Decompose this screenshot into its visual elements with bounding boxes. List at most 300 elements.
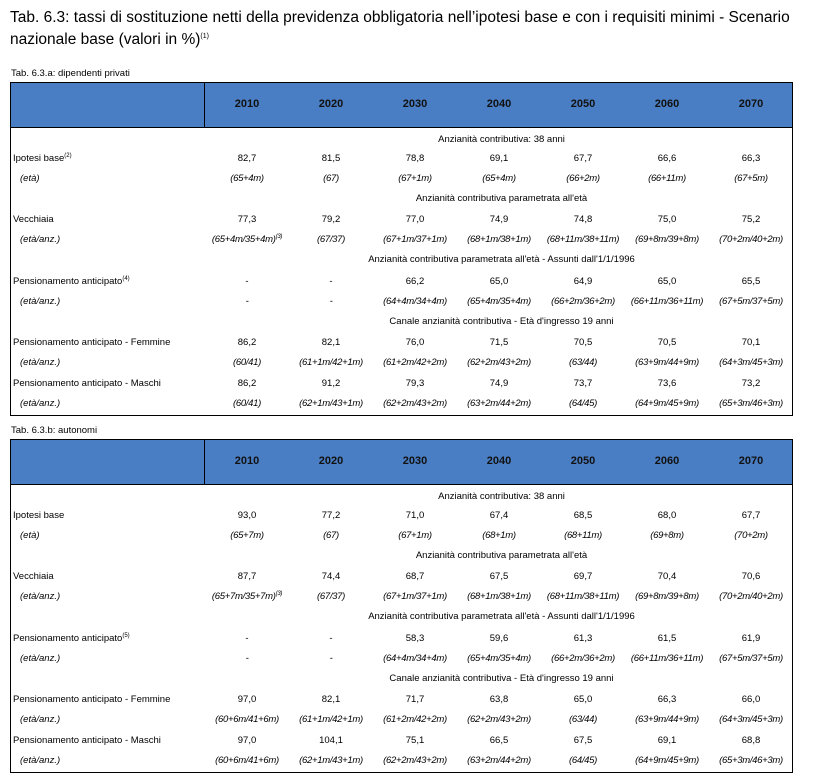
cell-value: 58,3 [405,633,425,644]
cell-value: 76,0 [405,337,425,348]
table-cell [289,234,373,245]
table-cell [625,214,709,225]
table-row [11,629,792,649]
table-cell [541,337,625,348]
cell-value: (65+7m) [230,530,264,541]
cell-value: (65+4m/35+4m) [211,234,276,245]
row-label-text: Ipotesi base [13,153,65,164]
cell-value: 70,5 [573,337,593,348]
cell-value: (65+3m/46+3m) [719,398,783,409]
table-row [11,333,792,353]
table-cell [373,714,457,725]
table-cell [205,530,289,541]
cell-value: 77,3 [237,214,257,225]
table-cell [289,530,373,541]
row-footnote: (5) [122,633,130,639]
table-cell [625,276,709,287]
section-heading: Anzianità contributiva: 38 anni [438,134,565,145]
table-cell [457,530,541,541]
table-cell [289,214,373,225]
table-cell [709,153,793,164]
table-cell [457,378,541,389]
row-label [20,234,60,245]
table-row [11,526,792,546]
cell-value: (60+6m/41+6m) [215,714,279,725]
row-label-text: (età/anz.) [20,234,61,245]
table-cell [709,337,793,348]
cell-value: 61,5 [657,633,677,644]
cell-value: 73,2 [741,378,761,389]
row-label [13,378,161,389]
table-cell [373,234,457,245]
table-cell [373,337,457,348]
table-cell [625,296,709,307]
section-row [11,487,792,507]
cell-value: 77,0 [405,214,425,225]
row-label-text: (età/anz.) [20,591,61,602]
cell-value: (69+8m/39+8m) [635,591,699,602]
cell-value: (64/45) [568,398,597,409]
cell-value: (64+3m/45+3m) [719,357,783,368]
table-cell [457,571,541,582]
cell-value: 67,5 [489,571,509,582]
cell-value: 67,4 [489,510,509,521]
cell-value: 70,6 [741,571,761,582]
table-cell [541,694,625,705]
row-label [13,571,54,582]
table-cell [457,510,541,521]
cell-value: (65+4m) [230,173,264,184]
table-cell [541,214,625,225]
row-label [13,214,54,225]
table-cell [289,633,373,644]
cell-value: (67+1m) [398,173,432,184]
table-cell [709,530,793,541]
table-cell [541,755,625,766]
cell-value: 93,0 [237,510,257,521]
cell-value: (61+2m/42+2m) [383,714,447,725]
year-header: 2070 [738,98,764,110]
table-cell [373,378,457,389]
cell-value: 70,5 [657,337,677,348]
table-cell [289,694,373,705]
cell-value: 79,2 [321,214,341,225]
cell-value: 65,0 [489,276,509,287]
table-cell [289,357,373,368]
year-header: 2060 [654,455,680,467]
cell-value: (67+1m/37+1m) [383,234,447,245]
table-cell [625,357,709,368]
table-cell [625,571,709,582]
table-cell [373,173,457,184]
row-label [20,591,60,602]
cell-value: (67+5m/37+5m) [719,296,783,307]
cell-value: 78,8 [405,153,425,164]
cell-value: (66+2m/36+2m) [551,296,615,307]
cell-value: 82,1 [321,337,341,348]
table-a-label: Tab. 6.3.a: dipendenti privati [11,68,130,79]
cell-value: 97,0 [237,735,257,746]
table-cell [205,694,289,705]
table-cell [541,714,625,725]
table-cell [709,694,793,705]
cell-value: 73,7 [573,378,593,389]
table-cell [457,173,541,184]
row-label-text: Vecchiaia [13,571,54,582]
cell-value: 67,7 [573,153,593,164]
row-label-text: (età) [20,530,40,541]
cell-value: 79,3 [405,378,425,389]
cell-footnote: (3) [275,591,283,597]
table-cell [373,398,457,409]
table-cell [541,398,625,409]
cell-value: 77,2 [321,510,341,521]
row-label-text: Pensionamento anticipato - Maschi [13,378,161,389]
table-cell [625,234,709,245]
table-cell [205,633,289,644]
row-label [13,510,64,521]
cell-value: (66+11m/36+11m) [630,296,704,307]
cell-value: 75,2 [741,214,761,225]
cell-value: 61,3 [573,633,593,644]
row-label-text: (età/anz.) [20,296,61,307]
table-cell [373,755,457,766]
cell-value: (64+9m/45+9m) [635,398,699,409]
cell-value: 66,6 [657,153,677,164]
cell-value: (61+1m/42+1m) [299,714,363,725]
table-cell [709,234,793,245]
cell-value: 68,0 [657,510,677,521]
table-cell [709,735,793,746]
cell-value: 69,7 [573,571,593,582]
table-cell [625,510,709,521]
cell-value: (64+3m/45+3m) [719,714,783,725]
table-cell [457,234,541,245]
cell-value: 82,1 [321,694,341,705]
cell-value: (70+2m/40+2m) [719,591,783,602]
page-title [10,8,810,49]
table-cell [709,571,793,582]
year-header: 2040 [486,455,512,467]
table-cell [625,653,709,664]
table-cell [457,735,541,746]
cell-value: (65+4m) [482,173,516,184]
table-cell [205,276,289,287]
table-cell [625,591,709,602]
table-cell [625,633,709,644]
table-cell [709,214,793,225]
table-cell [709,296,793,307]
cell-value: 74,9 [489,378,509,389]
cell-value: (67+5m/37+5m) [719,653,783,664]
table-cell [541,571,625,582]
table-row [11,731,792,751]
row-label [13,735,161,746]
cell-value: (65+3m/46+3m) [719,755,783,766]
table-row [11,649,792,669]
year-header: 2030 [402,455,428,467]
table-cell [457,591,541,602]
cell-value: (61+2m/42+2m) [383,357,447,368]
cell-value: 97,0 [237,694,257,705]
table-cell [541,357,625,368]
row-label-text: Pensionamento anticipato - Maschi [13,735,161,746]
cell-value: (63+2m/44+2m) [467,755,531,766]
year-header: 2040 [486,98,512,110]
table-row [11,587,792,607]
cell-value: 67,5 [573,735,593,746]
cell-value: (67) [323,173,339,184]
cell-value: 63,8 [489,694,509,705]
row-label-text: (età/anz.) [20,398,61,409]
table-b-label: Tab. 6.3.b: autonomi [11,425,98,436]
section-row [11,607,792,627]
cell-value: - [329,653,333,664]
cell-value: 69,1 [657,735,677,746]
row-footnote: (4) [122,276,130,282]
cell-value: (64+4m/34+4m) [383,296,447,307]
table-cell [205,173,289,184]
table-cell [205,591,289,602]
cell-value: 65,5 [741,276,761,287]
cell-value: (66+2m/36+2m) [551,653,615,664]
table-row [11,230,792,250]
cell-value: 66,3 [657,694,677,705]
cell-value: - [329,633,333,644]
cell-value: 68,5 [573,510,593,521]
cell-value: (68+1m) [482,530,516,541]
cell-value: 65,0 [573,694,593,705]
year-header: 2070 [738,455,764,467]
table-cell [709,173,793,184]
table-cell [205,571,289,582]
cell-value: (69+8m/39+8m) [635,234,699,245]
table-cell [373,276,457,287]
table-cell [457,214,541,225]
table-cell [205,378,289,389]
section-row [11,669,792,689]
cell-value: (60+6m/41+6m) [215,755,279,766]
cell-value: (62+1m/43+1m) [299,755,363,766]
cell-value: (63/44) [568,357,597,368]
year-header: 2020 [318,455,344,467]
table-cell [457,296,541,307]
section-heading: Anzianità contributiva parametrata all'età - Assunti dall'1/1/1996 [368,254,635,265]
table-cell [709,714,793,725]
header-band [11,440,792,485]
row-label-text: Pensionamento anticipato [13,276,123,287]
year-header: 2020 [318,98,344,110]
table-cell [289,153,373,164]
table-cell [289,337,373,348]
table-cell [205,153,289,164]
cell-value: - [245,296,249,307]
table-row [11,374,792,394]
table-cell [709,276,793,287]
table-cell [709,755,793,766]
table-cell [205,510,289,521]
cell-value: 68,7 [405,571,425,582]
table-cell [373,653,457,664]
cell-value: (70+2m/40+2m) [719,234,783,245]
table-cell [205,357,289,368]
table-cell [373,296,457,307]
cell-value: 67,7 [741,510,761,521]
cell-value: 74,4 [321,571,341,582]
cell-value: - [329,296,333,307]
table-cell [709,653,793,664]
row-label-text: Pensionamento anticipato - Femmine [13,337,171,348]
table-cell [541,735,625,746]
table-row [11,272,792,292]
row-label-text: (età/anz.) [20,755,61,766]
header-separator [204,83,205,127]
table-cell [289,296,373,307]
table-cell [541,173,625,184]
cell-value: (64+9m/45+9m) [635,755,699,766]
cell-value: (62+2m/43+2m) [467,357,531,368]
header-band [11,83,792,128]
section-heading: Anzianità contributiva parametrata all'età - Assunti dall'1/1/1996 [368,611,635,622]
cell-value: 86,2 [237,378,257,389]
cell-value: (66+11m) [648,173,686,184]
section-row [11,312,792,332]
table-cell [289,378,373,389]
cell-value: (61+1m/42+1m) [299,357,363,368]
cell-value: (62+2m/43+2m) [383,398,447,409]
table-cell [709,510,793,521]
cell-value: 74,9 [489,214,509,225]
cell-value: 75,0 [657,214,677,225]
table-cell [457,276,541,287]
table-cell [289,653,373,664]
section-heading: Anzianità contributiva: 38 anni [438,491,565,502]
table-cell [205,337,289,348]
cell-value: (60/41) [232,398,261,409]
table-cell [541,378,625,389]
table-cell [289,510,373,521]
cell-value: (65+4m/35+4m) [467,653,531,664]
title-text: Tab. 6.3: tassi di sostituzione netti della previdenza obbligatoria nell’ipotesi base e con i requisiti minimi - Scenario nazionale base (valori in %) [10,9,790,48]
cell-value: 61,9 [741,633,761,644]
row-label-text: (età) [20,173,40,184]
table-cell [205,234,289,245]
cell-value: 71,5 [489,337,509,348]
table-cell [289,571,373,582]
table-cell [373,510,457,521]
cell-value: 69,1 [489,153,509,164]
cell-value: 71,7 [405,694,425,705]
row-label [20,296,60,307]
cell-value: 104,1 [319,735,343,746]
row-label-text: (età/anz.) [20,653,61,664]
cell-value: (68+1m/38+1m) [467,591,531,602]
cell-value: (62+1m/43+1m) [299,398,363,409]
row-label [13,633,130,644]
table-cell [541,510,625,521]
table-cell [625,337,709,348]
row-label-text: Ipotesi base [13,510,65,521]
cell-value: 66,2 [405,276,425,287]
table-cell [373,357,457,368]
table-cell [373,591,457,602]
cell-value: (67+1m/37+1m) [383,591,447,602]
year-header: 2010 [234,98,260,110]
cell-value: (67) [323,530,339,541]
section-row [11,189,792,209]
table-cell [457,633,541,644]
table-row [11,506,792,526]
row-label [20,173,40,184]
row-label [20,653,60,664]
table-row [11,210,792,230]
table-cell [541,591,625,602]
row-label [13,276,130,287]
cell-value: (62+2m/43+2m) [467,714,531,725]
table-cell [625,694,709,705]
table-cell [625,173,709,184]
cell-value: (67+1m) [398,530,432,541]
cell-value: 73,6 [657,378,677,389]
table-cell [541,276,625,287]
cell-value: 86,2 [237,337,257,348]
table-cell [709,398,793,409]
table-cell [709,378,793,389]
row-label [20,714,60,725]
table-cell [457,357,541,368]
cell-value: - [329,276,333,287]
cell-value: 65,0 [657,276,677,287]
table-cell [205,735,289,746]
cell-value: (70+2m) [734,530,768,541]
table-cell [289,591,373,602]
cell-value: (62+2m/43+2m) [383,755,447,766]
table-cell [457,714,541,725]
table-cell [541,530,625,541]
row-footnote: (2) [64,153,72,159]
table-cell [205,214,289,225]
cell-value: (69+8m) [650,530,684,541]
cell-value: 66,5 [489,735,509,746]
table-row [11,710,792,730]
table-cell [373,571,457,582]
table-cell [373,153,457,164]
cell-value: 70,1 [741,337,761,348]
table-row [11,567,792,587]
cell-value: - [245,276,249,287]
table-row [11,690,792,710]
row-label [20,398,60,409]
cell-value: 71,0 [405,510,425,521]
cell-value: (68+11m) [564,530,602,541]
cell-value: (67/37) [316,234,345,245]
year-header: 2050 [570,455,596,467]
cell-value: 70,4 [657,571,677,582]
table-cell [373,735,457,746]
cell-value: (65+7m/35+7m) [211,591,276,602]
year-header: 2010 [234,455,260,467]
row-label [13,153,72,164]
cell-value: 66,0 [741,694,761,705]
header-separator [204,440,205,484]
table-cell [541,296,625,307]
section-heading: Canale anzianità contributiva - Età d'ingresso 19 anni [389,316,614,327]
table-cell [289,398,373,409]
row-label-text: (età/anz.) [20,714,61,725]
table-cell [289,173,373,184]
row-label [20,755,60,766]
table-cell [625,153,709,164]
